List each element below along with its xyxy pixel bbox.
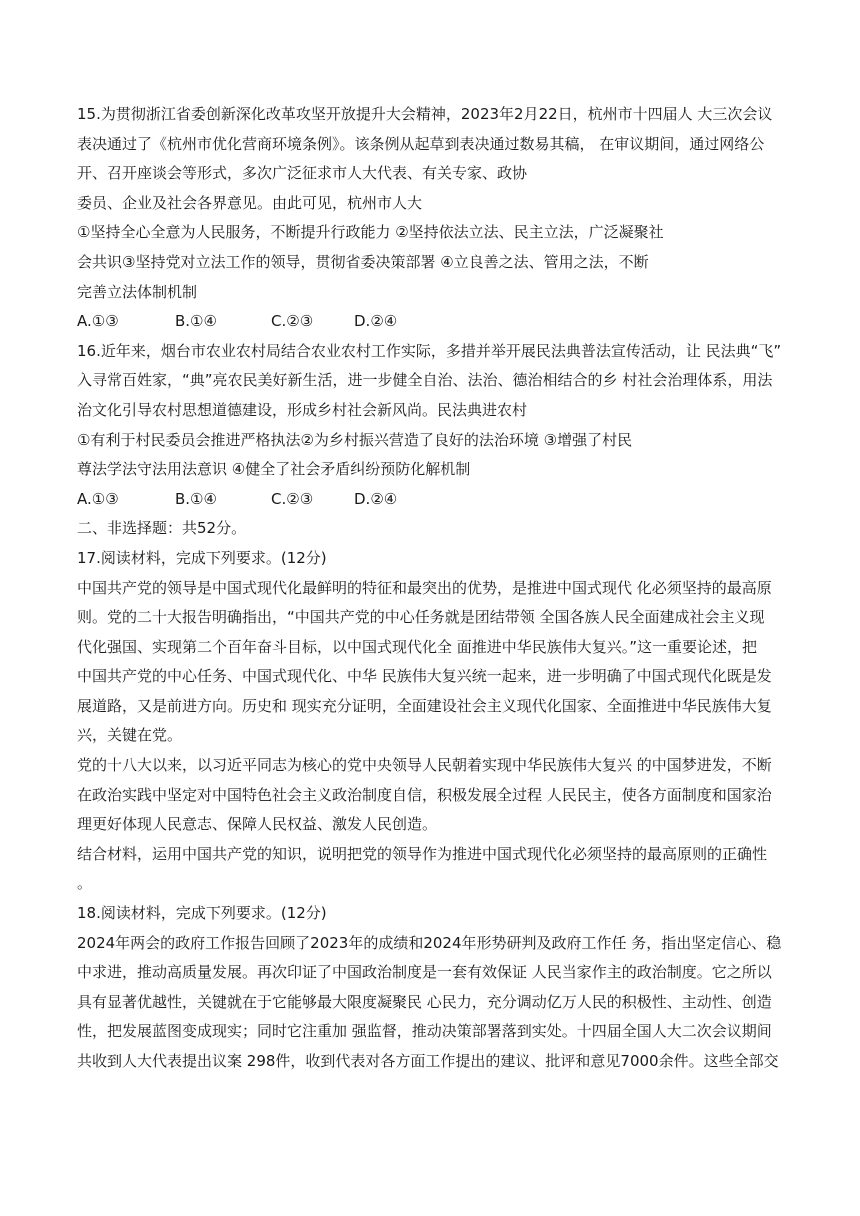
q15-line-5: ①坚持全心全意为人民服务，不断提升行政能力 ②坚持依法立法、民主立法，广泛凝聚社 bbox=[77, 223, 664, 242]
q17-line-2: 则。党的二十大报告明确指出，“中国共产党的中心任务就是团结带领 全国各族人民全面建成社会主义现 bbox=[77, 608, 765, 627]
q18-line-4: 性，把发展蓝图变成现实；同时它注重加 强监督，推动决策部署落到实处。十四届全国人大二次会议期间 bbox=[77, 1022, 772, 1041]
q17-line-4: 中国共产党的中心任务、中国式现代化、中华 民族伟大复兴统一起来，进一步明确了中国式现代化既是发 bbox=[77, 667, 772, 686]
q16-line-3: 治文化引导农村思想道德建设，形成乡村社会新风尚。民法典进农村 bbox=[77, 400, 528, 419]
question-18 bbox=[77, 899, 789, 1077]
q16-option-c: C.②③ bbox=[271, 489, 314, 508]
q16-option-b: B.①④ bbox=[175, 489, 217, 508]
section-2-heading: 二、非选择题：共52分。 bbox=[77, 519, 247, 538]
question-17 bbox=[77, 544, 789, 899]
q15-line-3: 开、召开座谈会等形式，多次广泛征求市人大代表、有关专家、政协 bbox=[77, 164, 528, 183]
question-15 bbox=[77, 100, 789, 337]
q15-line-6: 会共识③坚持党对立法工作的领导，贯彻省委决策部署 ④立良善之法、管用之法，不断 bbox=[77, 252, 649, 271]
q16-option-d: D.②④ bbox=[354, 489, 398, 508]
q17-line-8: 在政治实践中坚定对中国特色社会主义政治制度自信，积极发展全过程 人民民主，使各方面制度和国家治 bbox=[77, 785, 772, 804]
q15-option-d: D.②④ bbox=[354, 312, 398, 331]
q15-option-c: C.②③ bbox=[271, 312, 314, 331]
q15-line-4: 委员、企业及社会各界意见。由此可见，杭州市人大 bbox=[77, 193, 423, 212]
q15-line-1: 15.为贯彻浙江省委创新深化改革攻坚开放提升大会精神，2023年2月22日，杭州市十四届人 大三次会议 bbox=[77, 105, 773, 123]
q15-option-a: A.①③ bbox=[77, 312, 119, 331]
q17-line-9: 理更好体现人民意志、保障人民权益、激发人民创造。 bbox=[77, 815, 438, 834]
q16-line-5: 尊法学法守法用法意识 ④健全了社会矛盾纠纷预防化解机制 bbox=[77, 460, 471, 479]
q17-title: 17.阅读材料，完成下列要求。(12分) bbox=[77, 548, 327, 567]
q18-line-1: 2024年两会的政府工作报告回顾了2023年的成绩和2024年形势研判及政府工作任 务，指出坚定信心、稳 bbox=[77, 933, 782, 952]
q18-title: 18.阅读材料，完成下列要求。(12分) bbox=[77, 904, 327, 923]
q17-line-7: 党的十八大以来，以习近平同志为核心的党中央领导人民朝着实现中华民族伟大复兴 的中国梦进发，不断 bbox=[77, 756, 772, 775]
q17-line-1: 中国共产党的领导是中国式现代化最鲜明的特征和最突出的优势，是推进中国式现代 化必须坚持的最高原 bbox=[77, 578, 772, 597]
q15-line-7: 完善立法体制机制 bbox=[77, 282, 198, 301]
q18-line-2: 中求进，推动高质量发展。再次印证了中国政治制度是一套有效保证 人民当家作主的政治制度。它之所以 bbox=[77, 963, 772, 982]
q17-line-5: 展道路，又是前进方向。历史和 现实充分证明，全面建设社会主义现代化国家、全面推进中华民族伟大复 bbox=[77, 696, 772, 715]
q15-options bbox=[77, 307, 789, 337]
question-16 bbox=[77, 337, 789, 515]
q17-line-10: 结合材料，运用中国共产党的知识，说明把党的领导作为推进中国式现代化必须坚持的最高原则的正确性 bbox=[77, 844, 768, 863]
q16-line-1: 16.近年来，烟台市农业农村局结合农业农村工作实际，多措并举开展民法典普法宣传活动，让 民法典“飞” bbox=[77, 341, 782, 360]
q17-line-6: 兴，关键在党。 bbox=[77, 726, 183, 745]
q15-option-b: B.①④ bbox=[175, 312, 217, 331]
q18-line-3: 具有显著优越性，关键就在于它能够最大限度凝聚民 心民力，充分调动亿万人民的积极性、主动性、创造 bbox=[77, 992, 772, 1011]
q16-options bbox=[77, 485, 789, 515]
q18-line-5: 共收到人大代表提出议案 298件，收到代表对各方面工作提出的建议、批评和意见7000余件。这些全部交 bbox=[77, 1052, 779, 1070]
q16-line-2: 入寻常百姓家，“典”亮农民美好新生活，进一步健全自治、法治、德治相结合的乡 村社会治理体系，用法 bbox=[77, 371, 773, 390]
q17-line-3: 代化强国、实现第二个百年奋斗目标，以中国式现代化全 面推进中华民族伟大复兴。”这一重要论述，把 bbox=[77, 637, 758, 656]
q16-line-4: ①有利于村民委员会推进严格执法②为乡村振兴营造了良好的法治环境 ③增强了村民 bbox=[77, 430, 633, 449]
q16-option-a: A.①③ bbox=[77, 489, 119, 508]
exam-page bbox=[77, 100, 789, 1077]
q15-line-2: 表决通过了《杭州市优化营商环境条例》。该条例从起草到表决通过数易其稿， 在审议期间，通过网络公 bbox=[77, 134, 765, 153]
q17-line-11: 。 bbox=[77, 874, 93, 893]
